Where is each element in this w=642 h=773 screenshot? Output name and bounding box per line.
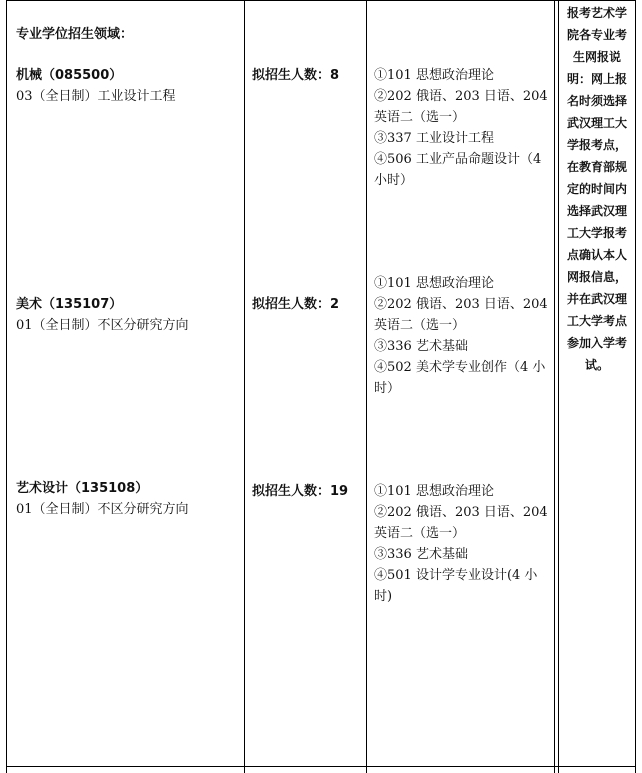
major-name: 艺术设计（135108） — [16, 481, 149, 496]
exam-item: ②202 俄语、203 日语、204 英语二（选一） — [374, 297, 548, 333]
exam-list — [374, 481, 554, 607]
exam-item: ④506 工业产品命题设计（4 小时） — [374, 152, 542, 188]
table-top-border — [6, 0, 636, 1]
table-bottom-border — [6, 766, 636, 767]
page-title: 专业学位招生领域： — [16, 27, 134, 42]
exam-item: ③336 艺术基础 — [374, 547, 468, 562]
exam-item: ①101 思想政治理论 — [374, 484, 494, 499]
exam-item: ③336 艺术基础 — [374, 339, 468, 354]
quota: 拟招生人数：2 — [252, 297, 340, 312]
exam-item: ③337 工业设计工程 — [374, 131, 494, 146]
major-direction: 01（全日制）不区分研究方向 — [16, 318, 189, 333]
major-name: 机械（085500） — [16, 68, 123, 83]
exam-list — [374, 65, 554, 191]
column-border — [6, 0, 7, 773]
column-border — [635, 0, 636, 773]
exam-item: ④501 设计学专业设计(4 小时) — [374, 568, 538, 604]
exam-item: ①101 思想政治理论 — [374, 68, 494, 83]
exam-item: ④502 美术学专业创作（4 小时） — [374, 360, 546, 396]
exam-list — [374, 273, 554, 399]
quota: 拟招生人数：19 — [252, 484, 349, 499]
column-border — [554, 0, 559, 773]
quota: 拟招生人数：8 — [252, 68, 340, 83]
exam-item: ①101 思想政治理论 — [374, 276, 494, 291]
column-border — [244, 0, 245, 773]
column-border — [366, 0, 367, 773]
major-direction: 03（全日制）工业设计工程 — [16, 89, 176, 104]
exam-item: ②202 俄语、203 日语、204 英语二（选一） — [374, 89, 548, 125]
major-name: 美术（135107） — [16, 297, 123, 312]
major-direction: 01（全日制）不区分研究方向 — [16, 502, 189, 517]
exam-item: ②202 俄语、203 日语、204 英语二（选一） — [374, 505, 548, 541]
registration-note: 报考艺术学院各专业考生网报说明：网上报名时须选择武汉理工大学报考点，在教育部规定的时间内选择武汉理工大学报考点确认本人网报信息，并在武汉理工大学考点参加入学考试。 — [566, 6, 627, 372]
